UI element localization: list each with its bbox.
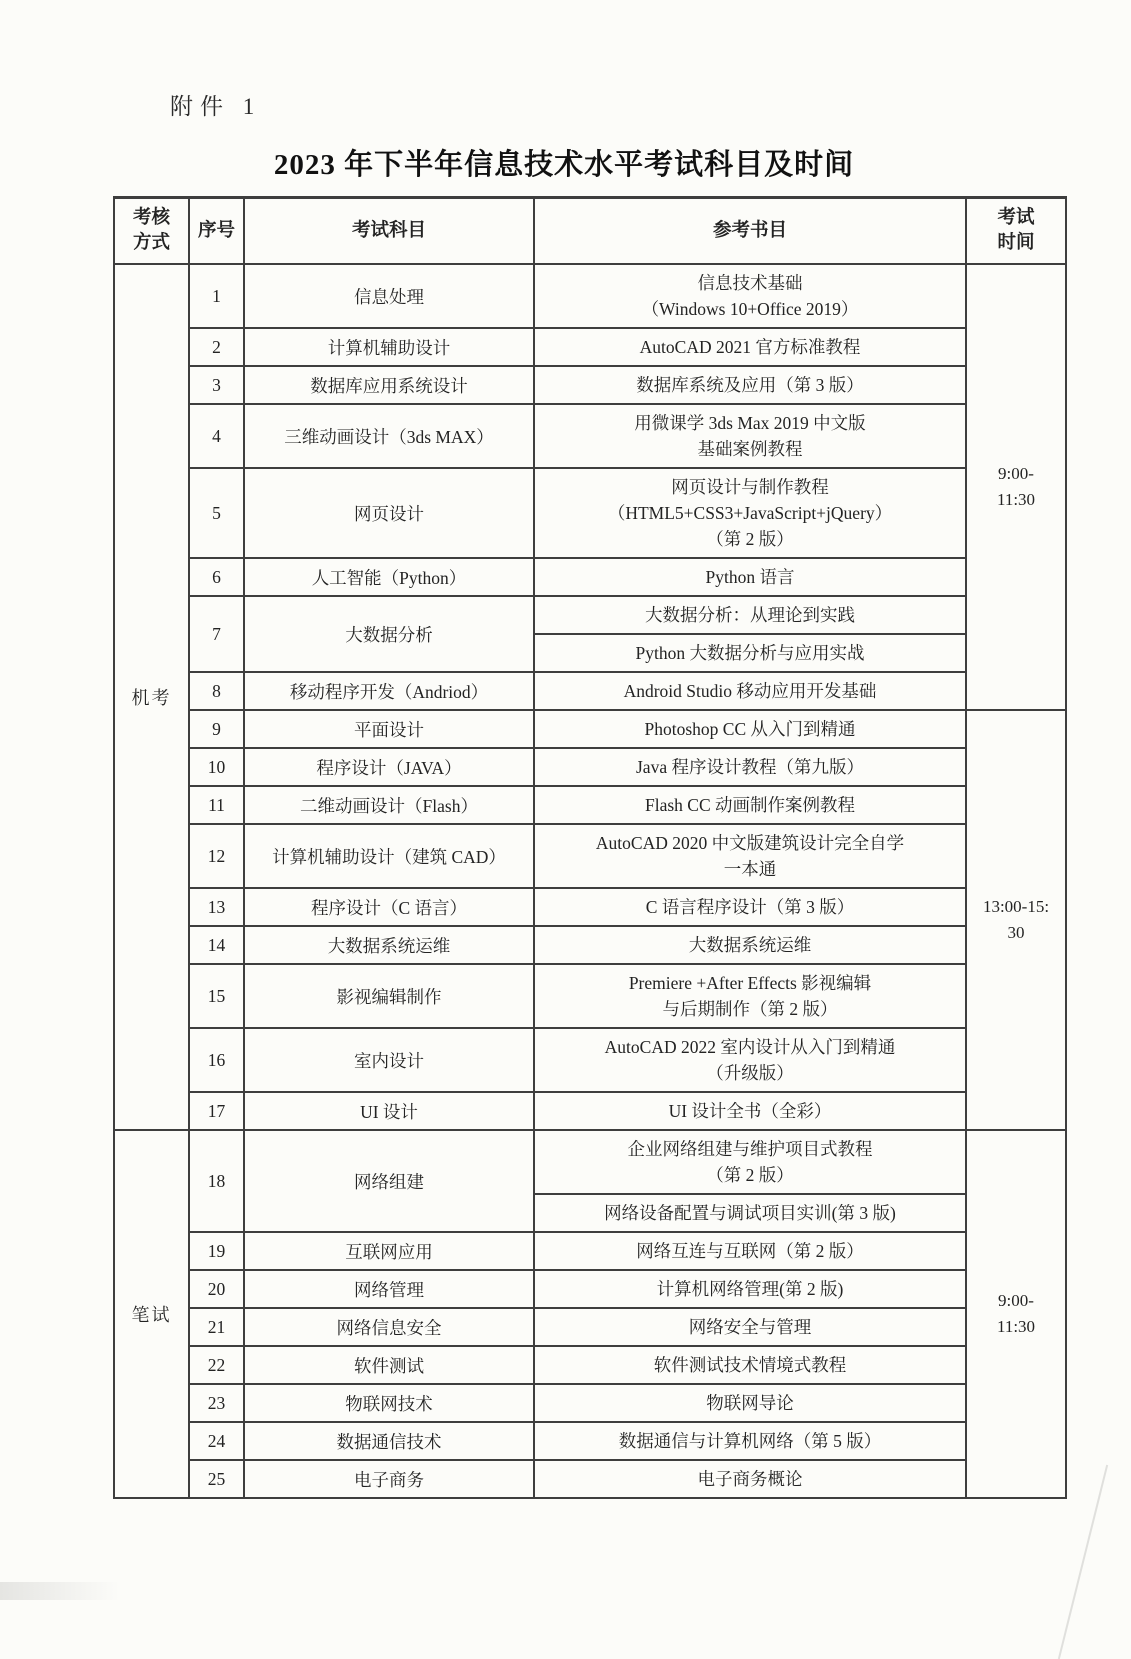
table-row bbox=[114, 964, 1066, 1028]
book-line: Python 语言 bbox=[705, 567, 795, 587]
table-row bbox=[114, 710, 1066, 748]
time-line: 9:00- bbox=[998, 1291, 1034, 1310]
row-number-cell: 13 bbox=[189, 888, 244, 926]
book-cell bbox=[534, 1422, 966, 1460]
row-number-cell: 2 bbox=[189, 328, 244, 366]
row-number-cell: 7 bbox=[189, 596, 244, 672]
book-cell bbox=[534, 328, 966, 366]
book-line: 软件测试技术情境式教程 bbox=[653, 1355, 847, 1375]
book-cell bbox=[534, 1384, 966, 1422]
row-number-cell: 6 bbox=[189, 558, 244, 596]
table-row bbox=[114, 596, 1066, 634]
book-cell bbox=[534, 1308, 966, 1346]
row-number-cell: 12 bbox=[189, 824, 244, 888]
book-line: 与后期制作（第 2 版） bbox=[662, 999, 838, 1019]
book-cell bbox=[534, 1194, 966, 1232]
subject-cell: 计算机辅助设计（建筑 CAD） bbox=[244, 824, 534, 888]
row-number-cell: 25 bbox=[189, 1460, 244, 1498]
book-cell bbox=[534, 1130, 966, 1194]
row-number-cell: 24 bbox=[189, 1422, 244, 1460]
row-number-cell: 9 bbox=[189, 710, 244, 748]
time-cell bbox=[966, 1130, 1066, 1498]
table-row bbox=[114, 1028, 1066, 1092]
header-books: 参考书目 bbox=[534, 198, 966, 265]
row-number-cell: 15 bbox=[189, 964, 244, 1028]
book-line: （Windows 10+Office 2019） bbox=[641, 299, 859, 319]
table-row bbox=[114, 1270, 1066, 1308]
time-line: 9:00- bbox=[998, 464, 1034, 483]
book-cell bbox=[534, 710, 966, 748]
table-row bbox=[114, 366, 1066, 404]
row-number-cell: 22 bbox=[189, 1346, 244, 1384]
book-line: Java 程序设计教程（第九版） bbox=[636, 757, 864, 777]
scan-smudge-artifact bbox=[0, 1582, 120, 1600]
subject-cell: 网络组建 bbox=[244, 1130, 534, 1232]
row-number-cell: 4 bbox=[189, 404, 244, 468]
header-row bbox=[114, 198, 1066, 265]
header-number bbox=[189, 198, 244, 265]
method-cell: 机考 bbox=[114, 264, 189, 1130]
book-line: 数据通信与计算机网络（第 5 版） bbox=[618, 1431, 882, 1451]
table-row bbox=[114, 1308, 1066, 1346]
row-number-cell: 5 bbox=[189, 468, 244, 558]
book-line: 信息技术基础 bbox=[697, 273, 803, 293]
subject-cell: 电子商务 bbox=[244, 1460, 534, 1498]
subject-cell: 室内设计 bbox=[244, 1028, 534, 1092]
book-line: 大数据分析：从理论到实践 bbox=[645, 605, 855, 625]
table-row bbox=[114, 1232, 1066, 1270]
book-line: AutoCAD 2022 室内设计从入门到精通 bbox=[604, 1037, 896, 1057]
subject-cell: 影视编辑制作 bbox=[244, 964, 534, 1028]
exam-table bbox=[113, 196, 1067, 1499]
book-cell bbox=[534, 1028, 966, 1092]
row-number-cell: 3 bbox=[189, 366, 244, 404]
book-line: 物联网导论 bbox=[706, 1393, 794, 1413]
book-line: 网络安全与管理 bbox=[688, 1317, 812, 1337]
header-method-label: 考核方式 bbox=[132, 208, 170, 253]
row-number-cell: 11 bbox=[189, 786, 244, 824]
table-row bbox=[114, 1130, 1066, 1194]
row-number-cell: 21 bbox=[189, 1308, 244, 1346]
method-cell: 笔试 bbox=[114, 1130, 189, 1498]
book-cell bbox=[534, 748, 966, 786]
book-cell bbox=[534, 786, 966, 824]
subject-cell: 人工智能（Python） bbox=[244, 558, 534, 596]
table-row bbox=[114, 1346, 1066, 1384]
book-line: （HTML5+CSS3+JavaScript+jQuery） bbox=[607, 503, 893, 523]
subject-cell: 大数据分析 bbox=[244, 596, 534, 672]
time-line: 11:30 bbox=[996, 490, 1036, 509]
book-cell bbox=[534, 1270, 966, 1308]
time-cell bbox=[966, 264, 1066, 710]
table-row bbox=[114, 748, 1066, 786]
book-cell bbox=[534, 558, 966, 596]
book-line: 基础案例教程 bbox=[697, 439, 803, 459]
table-row bbox=[114, 264, 1066, 328]
book-cell bbox=[534, 888, 966, 926]
header-time bbox=[966, 198, 1066, 265]
book-line: 计算机网络管理(第 2 版) bbox=[656, 1279, 844, 1299]
table-row bbox=[114, 888, 1066, 926]
book-cell bbox=[534, 926, 966, 964]
row-number-cell: 20 bbox=[189, 1270, 244, 1308]
table-row bbox=[114, 824, 1066, 888]
subject-cell: 互联网应用 bbox=[244, 1232, 534, 1270]
book-line: 网络设备配置与调试项目实训(第 3 版) bbox=[604, 1203, 896, 1223]
book-line: 用微课学 3ds Max 2019 中文版 bbox=[634, 413, 866, 433]
table-row bbox=[114, 672, 1066, 710]
book-cell bbox=[534, 596, 966, 634]
book-line: 企业网络组建与维护项目式教程 bbox=[627, 1139, 873, 1159]
table-row bbox=[114, 926, 1066, 964]
subject-cell: 网络信息安全 bbox=[244, 1308, 534, 1346]
row-number-cell: 17 bbox=[189, 1092, 244, 1130]
book-cell bbox=[534, 468, 966, 558]
book-line: AutoCAD 2021 官方标准教程 bbox=[639, 337, 861, 357]
row-number-cell: 10 bbox=[189, 748, 244, 786]
book-line: （第 2 版） bbox=[706, 529, 794, 549]
book-cell bbox=[534, 366, 966, 404]
book-line: （第 2 版） bbox=[706, 1165, 794, 1185]
book-cell bbox=[534, 1092, 966, 1130]
header-method bbox=[114, 198, 189, 265]
exam-table-body bbox=[114, 264, 1066, 1498]
subject-cell: 大数据系统运维 bbox=[244, 926, 534, 964]
book-line: Premiere +After Effects 影视编辑 bbox=[628, 973, 872, 993]
subject-cell: 程序设计（C 语言） bbox=[244, 888, 534, 926]
row-number-cell: 14 bbox=[189, 926, 244, 964]
row-number-cell: 1 bbox=[189, 264, 244, 328]
book-cell bbox=[534, 964, 966, 1028]
subject-cell: 移动程序开发（Andriod） bbox=[244, 672, 534, 710]
book-line: 数据库系统及应用（第 3 版） bbox=[636, 375, 864, 395]
table-row bbox=[114, 558, 1066, 596]
subject-cell: 物联网技术 bbox=[244, 1384, 534, 1422]
header-subject: 考试科目 bbox=[244, 198, 534, 265]
book-cell bbox=[534, 1460, 966, 1498]
book-line: Android Studio 移动应用开发基础 bbox=[623, 681, 877, 701]
subject-cell: 网络管理 bbox=[244, 1270, 534, 1308]
table-row bbox=[114, 1384, 1066, 1422]
book-line: UI 设计全书（全彩） bbox=[668, 1101, 832, 1121]
subject-cell: 二维动画设计（Flash） bbox=[244, 786, 534, 824]
book-cell bbox=[534, 264, 966, 328]
table-row bbox=[114, 786, 1066, 824]
row-number-cell: 19 bbox=[189, 1232, 244, 1270]
subject-cell: 数据库应用系统设计 bbox=[244, 366, 534, 404]
book-cell bbox=[534, 1232, 966, 1270]
book-cell bbox=[534, 634, 966, 672]
book-cell bbox=[534, 824, 966, 888]
subject-cell: 程序设计（JAVA） bbox=[244, 748, 534, 786]
subject-cell: 平面设计 bbox=[244, 710, 534, 748]
subject-cell: 三维动画设计（3ds MAX） bbox=[244, 404, 534, 468]
book-line: 网络互连与互联网（第 2 版） bbox=[636, 1241, 864, 1261]
book-line: C 语言程序设计（第 3 版） bbox=[645, 897, 855, 917]
book-cell bbox=[534, 1346, 966, 1384]
time-line: 11:30 bbox=[996, 1317, 1036, 1336]
subject-cell: 软件测试 bbox=[244, 1346, 534, 1384]
header-number-label: 序号 bbox=[197, 220, 235, 241]
row-number-cell: 23 bbox=[189, 1384, 244, 1422]
attachment-label: 附件 1 bbox=[170, 94, 262, 119]
book-line: Python 大数据分析与应用实战 bbox=[635, 643, 865, 663]
book-line: Photoshop CC 从入门到精通 bbox=[644, 719, 856, 739]
subject-cell: 计算机辅助设计 bbox=[244, 328, 534, 366]
book-line: 网页设计与制作教程 bbox=[671, 477, 829, 497]
page-title: 2023 年下半年信息技术水平考试科目及时间 bbox=[273, 149, 855, 181]
book-cell bbox=[534, 672, 966, 710]
table-row bbox=[114, 1460, 1066, 1498]
book-line: 一本通 bbox=[723, 859, 777, 879]
row-number-cell: 8 bbox=[189, 672, 244, 710]
book-line: Flash CC 动画制作案例教程 bbox=[644, 795, 856, 815]
book-line: （升级版） bbox=[706, 1063, 794, 1083]
subject-cell: 数据通信技术 bbox=[244, 1422, 534, 1460]
table-row bbox=[114, 468, 1066, 558]
book-line: 电子商务概论 bbox=[697, 1469, 803, 1489]
subject-cell: UI 设计 bbox=[244, 1092, 534, 1130]
table-row bbox=[114, 1092, 1066, 1130]
book-line: 大数据系统运维 bbox=[688, 935, 812, 955]
time-line: 13:00-15: bbox=[982, 897, 1050, 916]
table-row bbox=[114, 328, 1066, 366]
table-row bbox=[114, 1422, 1066, 1460]
table-row bbox=[114, 404, 1066, 468]
subject-cell: 信息处理 bbox=[244, 264, 534, 328]
time-line: 30 bbox=[1007, 923, 1025, 942]
book-line: AutoCAD 2020 中文版建筑设计完全自学 bbox=[595, 833, 905, 853]
subject-cell: 网页设计 bbox=[244, 468, 534, 558]
row-number-cell: 18 bbox=[189, 1130, 244, 1232]
row-number-cell: 16 bbox=[189, 1028, 244, 1092]
header-time-label: 考试时间 bbox=[997, 208, 1035, 253]
time-cell bbox=[966, 710, 1066, 1130]
book-cell bbox=[534, 404, 966, 468]
